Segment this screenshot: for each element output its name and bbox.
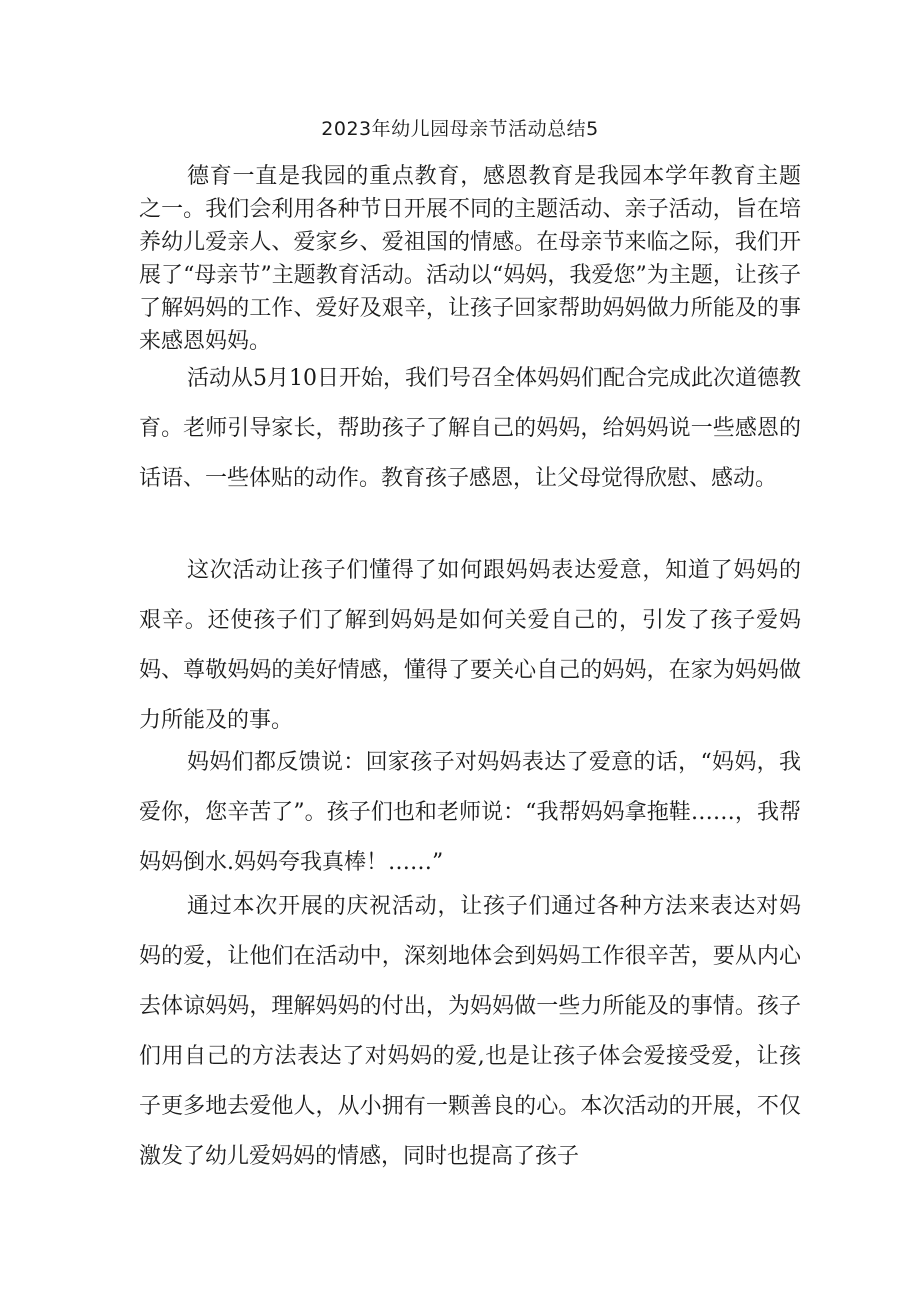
- paragraph-4: 妈妈们都反馈说：回家孩子对妈妈表达了爱意的话，“妈妈，我爱你，您辛苦了”。孩子们也和老师说：“我帮妈妈拿拖鞋……，我帮妈妈倒水.妈妈夸我真棒！……”: [139, 750, 801, 875]
- paragraph-1: 德育一直是我园的重点教育，感恩教育是我园本学年教育主题之一。我们会利用各种节日开展不同的主题活动、亲子活动，旨在培养幼儿爱亲人、爱家乡、爱祖国的情感。在母亲节来临之际，我们开展了“母亲节”主题教育活动。活动以“妈妈，我爱您”为主题，让孩子了解妈妈的工作、爱好及艰辛，让孩子回家帮助妈妈做力所能及的事来感恩妈妈。: [139, 164, 801, 354]
- paragraph-5: 通过本次开展的庆祝活动，让孩子们通过各种方法来表达对妈妈的爱，让他们在活动中，深刻地体会到妈妈工作很辛苦，要从内心去体谅妈妈，理解妈妈的付出，为妈妈做一些力所能及的事情。孩子们用自己的方法表达了对妈妈的爱,也是让孩子体会爱接受爱，让孩子更多地去爱他人，从小拥有一颗善良的心。本次活动的开展，不仅激发了幼儿爱妈妈的情感，同时也提高了孩子: [139, 894, 801, 1169]
- paragraph-3: 这次活动让孩子们懂得了如何跟妈妈表达爱意，知道了妈妈的艰辛。还使孩子们了解到妈妈是如何关爱自己的，引发了孩子爱妈妈、尊敬妈妈的美好情感，懂得了要关心自己的妈妈，在家为妈妈做力所能及的事。: [139, 558, 801, 733]
- paragraph-2: 活动从5月10日开始，我们号召全体妈妈们配合完成此次道德教育。老师引导家长，帮助孩子了解自己的妈妈，给妈妈说一些感恩的话语、一些体贴的动作。教育孩子感恩，让父母觉得欣慰、感动。: [139, 366, 801, 491]
- document-title: 2023年幼儿园母亲节活动总结5: [321, 118, 599, 140]
